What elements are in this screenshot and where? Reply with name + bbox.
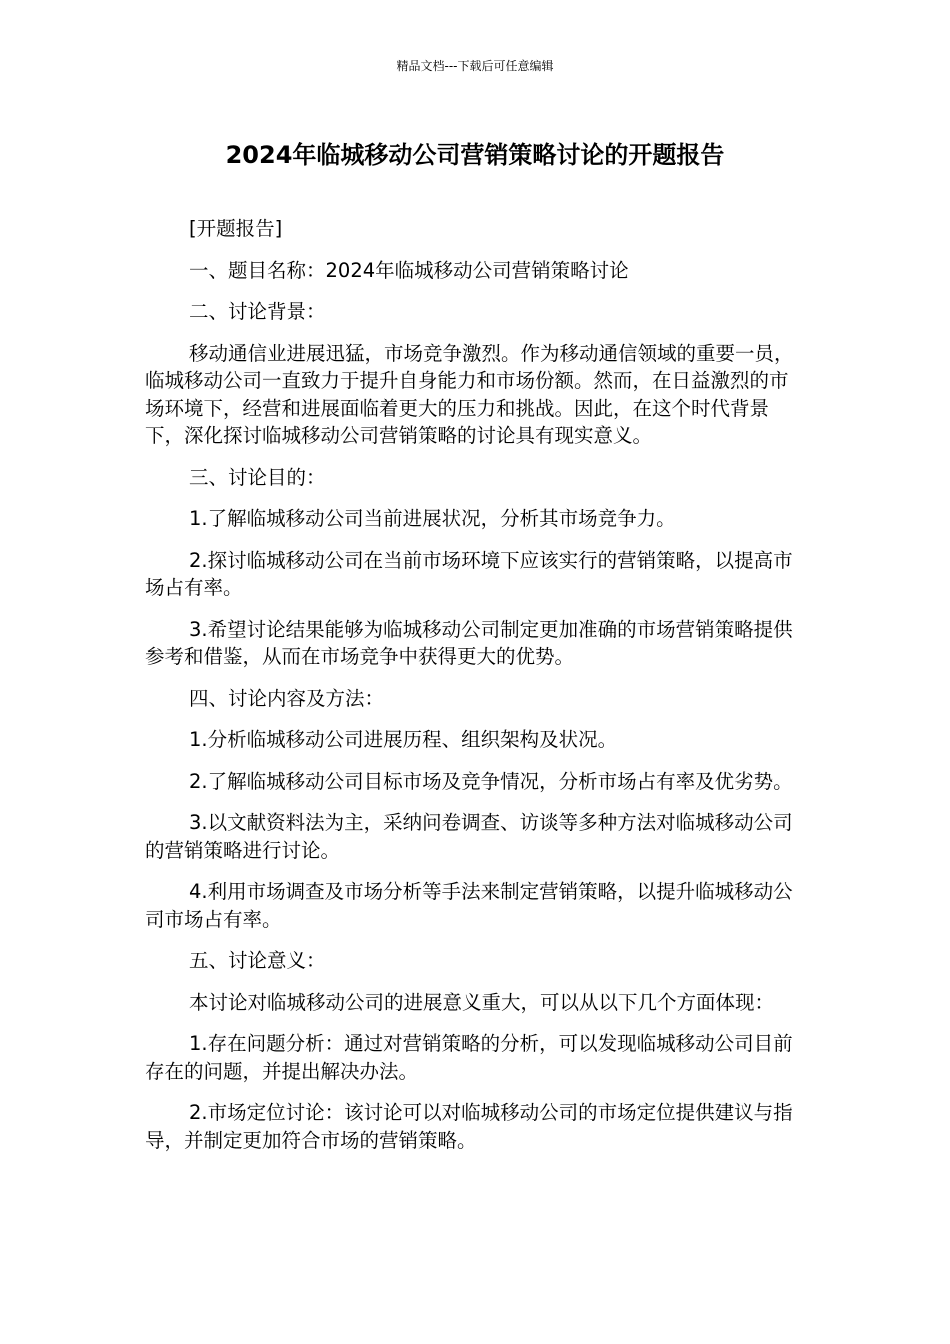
purpose-item: 1.了解临城移动公司当前进展状况，分析其市场竞争力。 [189,507,676,530]
purpose-item: 3.希望讨论结果能够为临城移动公司制定更加准确的市场营销策略提供参考和借鉴，从而在市场竞争中获得更大的优势。 [145,617,793,668]
section-heading-topic: 一、题目名称：2024年临城移动公司营销策略讨论 [189,258,629,282]
significance-intro: 本讨论对临城移动公司的进展意义重大，可以从以下几个方面体现： [189,990,775,1014]
section-heading-content-method: 四、讨论内容及方法： [189,686,385,710]
background-paragraph: 移动通信业进展迅猛，市场竞争激烈。作为移动通信领域的重要一员，临城移动公司一直致力于提升自身能力和市场份额。然而，在日益激烈的市场环境下，经营和进展面临着更大的压力和挑战。因此，在这个时代背景下，深化探讨临城移动公司营销策略的讨论具有现实意义。 [145,341,794,447]
section-heading-significance: 五、讨论意义： [189,949,326,972]
method-item: 3.以文献资料法为主，采纳问卷调查、访谈等多种方法对临城移动公司的营销策略进行讨论。 [145,811,793,862]
section-heading-background: 二、讨论背景： [189,300,326,323]
purpose-item: 2.探讨临城移动公司在当前市场环境下应该实行的营销策略，以提高市场占有率。 [145,548,793,599]
method-item: 2.了解临城移动公司目标市场及竞争情况，分析市场占有率及优劣势。 [189,769,793,793]
method-item: 1.分析临城移动公司进展历程、组织架构及状况。 [189,728,618,751]
significance-item: 1.存在问题分析：通过对营销策略的分析，可以发现临城移动公司目前存在的问题，并提出解决办法。 [145,1032,793,1083]
header-note: 精品文档---下载后可任意编辑 [396,59,554,73]
method-item: 4.利用市场调查及市场分析等手法来制定营销策略，以提升临城移动公司市场占有率。 [145,880,793,931]
document-body [145,215,805,1168]
report-label: [开题报告] [189,217,283,240]
section-heading-purpose: 三、讨论目的： [189,465,326,489]
significance-item: 2.市场定位讨论：该讨论可以对临城移动公司的市场定位提供建议与指导，并制定更加符合市场的营销策略。 [145,1101,793,1152]
document-title: 2024年临城移动公司营销策略讨论的开题报告 [225,141,725,169]
